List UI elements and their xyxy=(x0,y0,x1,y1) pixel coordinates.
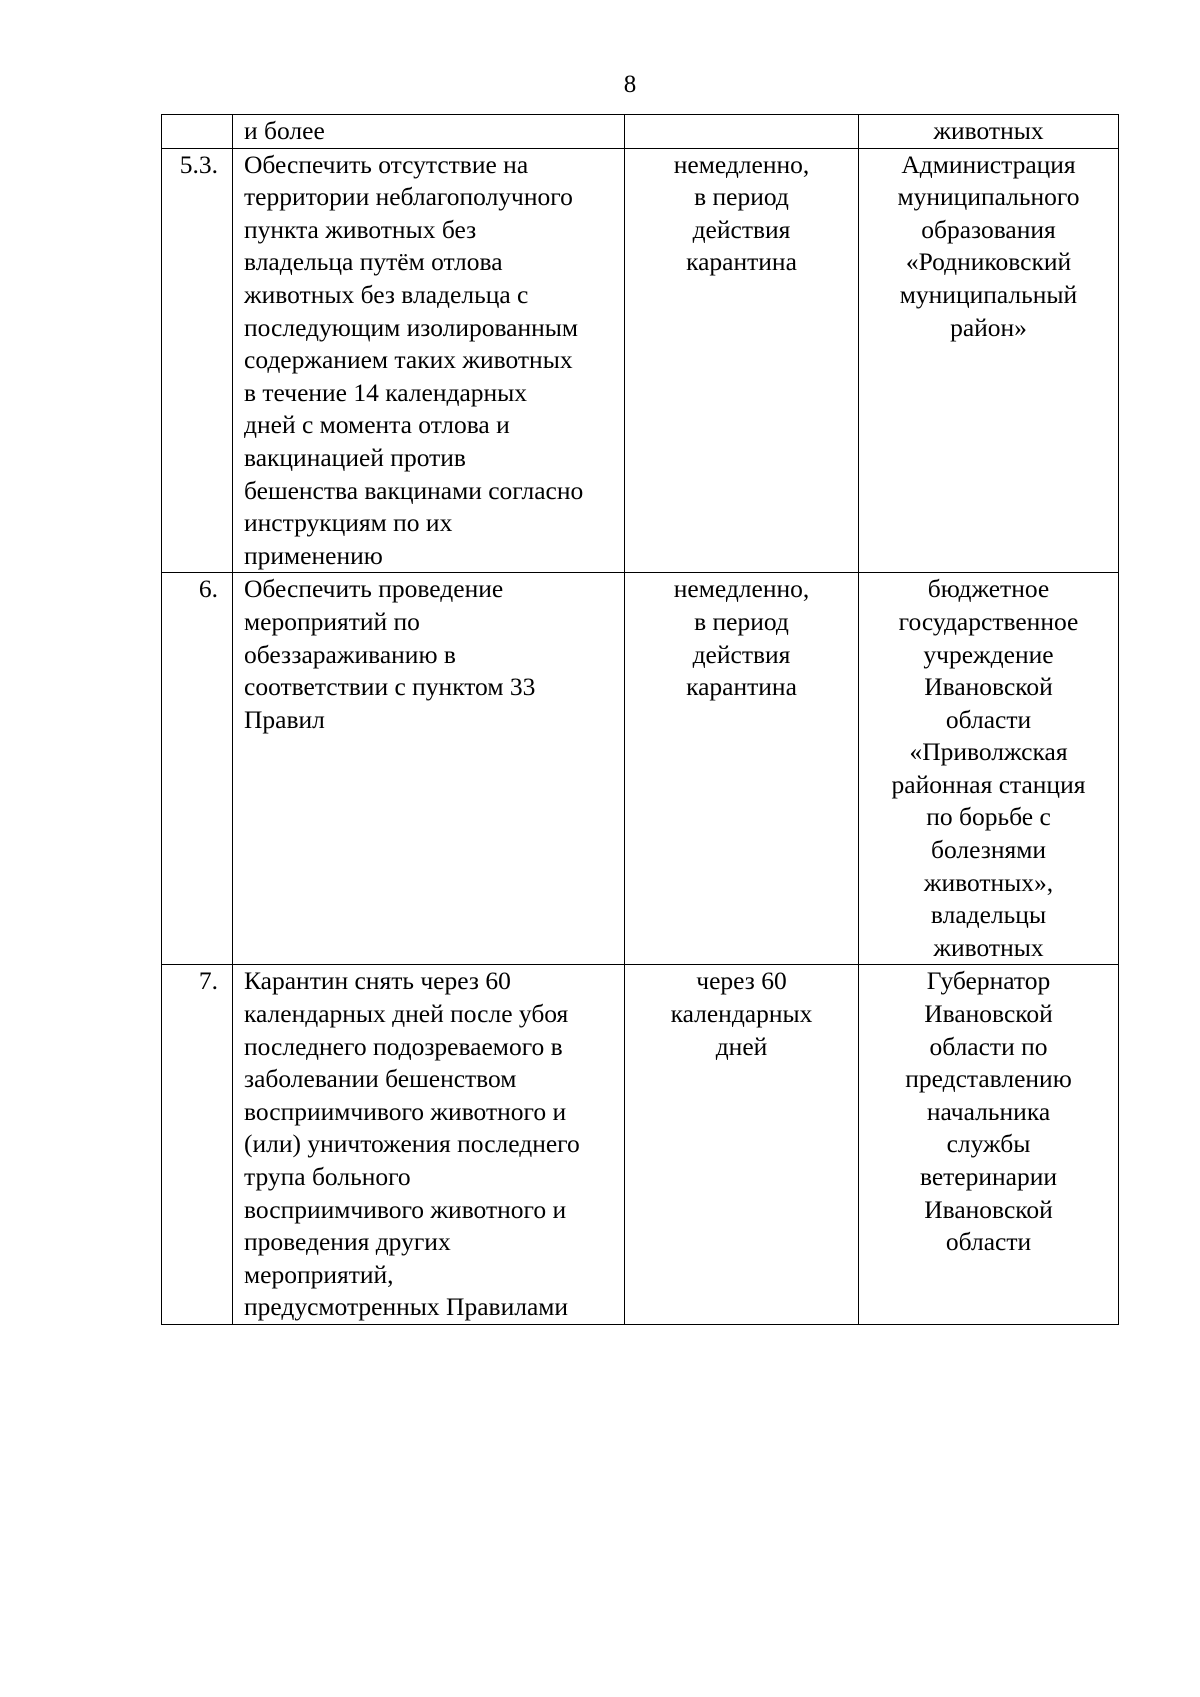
action-line: восприимчивого животного и xyxy=(244,1194,567,1224)
action-line: Правил xyxy=(244,704,325,734)
action-line: календарных дней после убоя xyxy=(244,999,569,1029)
action-line: владельца путём отлова xyxy=(244,247,503,277)
action-cell xyxy=(233,148,625,573)
term-line: в период xyxy=(694,182,789,212)
responsible-line: государственное xyxy=(898,606,1079,636)
responsible-line: службы xyxy=(946,1129,1031,1159)
action-line: предусмотренных Правилами xyxy=(244,1292,569,1322)
action-line: в течение 14 календарных xyxy=(244,377,528,407)
action-line: соответствии с пунктом 33 xyxy=(244,672,536,702)
responsible-line: бюджетное xyxy=(927,574,1050,604)
responsible-line: ветеринарии xyxy=(919,1162,1058,1191)
action-line: Обеспечить проведение xyxy=(244,574,504,604)
term-line: немедленно, xyxy=(673,149,810,179)
action-line: Карантин снять через 60 xyxy=(244,966,511,996)
term-line: дней xyxy=(715,1031,768,1061)
responsible-line: области по xyxy=(929,1031,1048,1061)
responsible-line: начальника xyxy=(926,1096,1051,1126)
item-number-cell xyxy=(162,115,233,149)
action-line: трупа больного xyxy=(244,1162,411,1191)
term-line: карантина xyxy=(686,672,797,702)
responsible-line: Ивановской xyxy=(924,999,1053,1029)
responsible-line: области xyxy=(945,1227,1032,1257)
responsible-line: район» xyxy=(950,312,1027,342)
action-line: территории неблагополучного xyxy=(244,182,573,212)
term-cell xyxy=(625,148,859,573)
term-line: немедленно, xyxy=(673,574,810,604)
action-line: мероприятий по xyxy=(244,606,420,636)
action-line: заболевании бешенством xyxy=(244,1064,517,1094)
term-line: календарных xyxy=(670,999,813,1029)
responsible-line: болезнями xyxy=(931,835,1046,865)
term-cell xyxy=(625,115,859,149)
table-row xyxy=(162,573,1119,965)
action-line: бешенства вакцинами согласно xyxy=(244,475,584,505)
responsible-line: животных xyxy=(933,932,1044,962)
responsible-line: «Родниковский xyxy=(905,247,1072,277)
responsible-line: «Приволжская xyxy=(909,737,1068,767)
action-line: обеззараживанию в xyxy=(244,639,456,669)
term-line: действия xyxy=(692,639,791,669)
table-body xyxy=(162,115,1119,1325)
item-number-cell: 5.3. xyxy=(162,148,233,573)
responsible-line: муниципальный xyxy=(899,279,1078,309)
item-number-cell: 7. xyxy=(162,965,233,1325)
responsible-cell xyxy=(859,115,1119,149)
action-cell xyxy=(233,115,625,149)
responsible-line: Администрация xyxy=(901,149,1076,179)
responsible-cell xyxy=(859,965,1119,1325)
action-cell xyxy=(233,965,625,1325)
term-line: через 60 xyxy=(696,966,787,996)
responsible-cell xyxy=(859,573,1119,965)
term-cell xyxy=(625,573,859,965)
action-line: дней с момента отлова и xyxy=(244,410,510,440)
table-row xyxy=(162,965,1119,1325)
action-line: применению xyxy=(244,540,383,570)
action-line: и более xyxy=(244,116,325,145)
action-line: последующим изолированным xyxy=(244,312,579,342)
table-row xyxy=(162,148,1119,573)
responsible-line: Губернатор xyxy=(926,966,1051,996)
action-line: мероприятий, xyxy=(244,1259,394,1289)
table-row xyxy=(162,115,1119,149)
responsible-line: учреждение xyxy=(923,639,1054,669)
term-line: карантина xyxy=(686,247,797,277)
action-line: (или) уничтожения последнего xyxy=(244,1129,580,1159)
responsible-line: области xyxy=(945,704,1032,734)
action-line: последнего подозреваемого в xyxy=(244,1031,563,1061)
action-line: инструкциям по их xyxy=(244,508,453,538)
responsible-line: по борьбе с xyxy=(926,802,1051,832)
responsible-line: образования xyxy=(921,214,1056,244)
action-line: восприимчивого животного и xyxy=(244,1096,567,1126)
responsible-line: районная станция xyxy=(891,769,1086,799)
responsible-cell xyxy=(859,148,1119,573)
term-line: действия xyxy=(692,214,791,244)
responsible-line: животных», xyxy=(923,867,1054,897)
responsible-line: владельцы xyxy=(930,900,1047,930)
action-line: вакцинацией против xyxy=(244,442,466,472)
term-cell xyxy=(625,965,859,1325)
responsible-line: животных xyxy=(933,116,1044,145)
action-line: пункта животных без xyxy=(244,214,477,244)
action-line: содержанием таких животных xyxy=(244,345,573,375)
page-number: 8 xyxy=(623,71,637,98)
responsible-line: муниципального xyxy=(897,182,1080,212)
responsible-line: Ивановской xyxy=(924,1194,1053,1224)
measures-table xyxy=(161,114,1119,1325)
item-number-cell: 6. xyxy=(162,573,233,965)
action-line: животных без владельца с xyxy=(244,279,529,309)
responsible-line: Ивановской xyxy=(924,672,1053,702)
action-line: проведения других xyxy=(244,1227,451,1257)
action-cell xyxy=(233,573,625,965)
responsible-line: представлению xyxy=(905,1064,1072,1094)
action-line: Обеспечить отсутствие на xyxy=(244,149,529,179)
term-line: в период xyxy=(694,606,789,636)
